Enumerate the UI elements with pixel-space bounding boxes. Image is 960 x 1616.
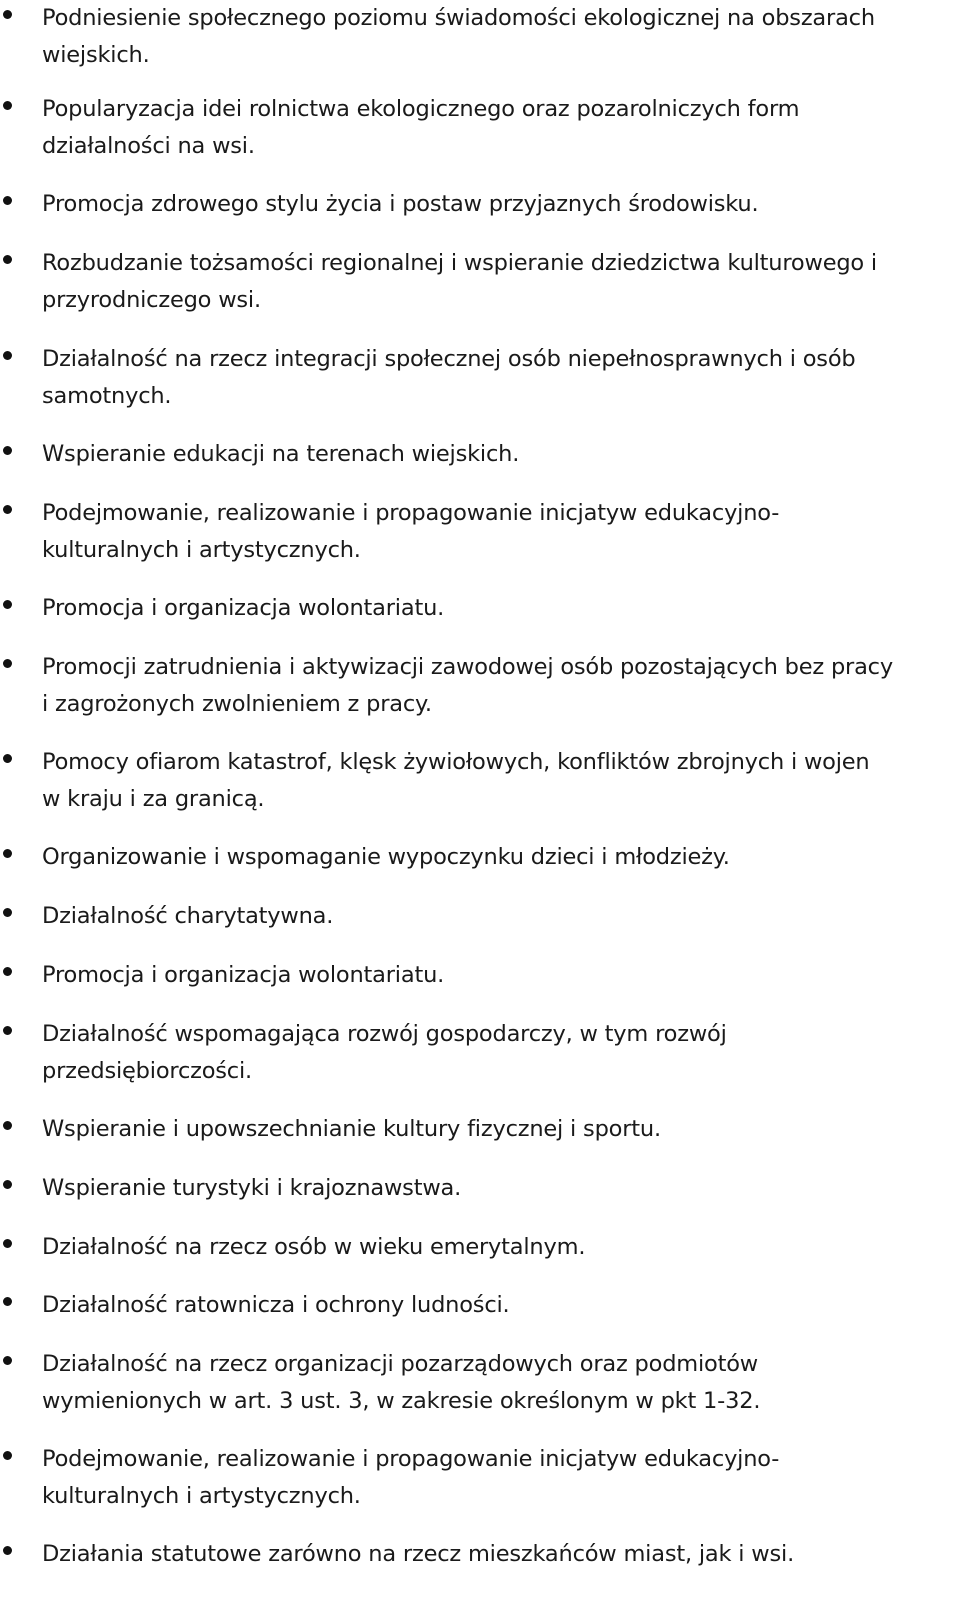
list-item-line: wymienionych w art. 3 ust. 3, w zakresie określonym w pkt 1-32. (42, 1388, 761, 1414)
list-item (0, 1536, 960, 1576)
bullet-icon (3, 1121, 12, 1130)
list-item-line: Popularyzacja idei rolnictwa ekologicznego oraz pozarolniczych form (42, 96, 800, 122)
list-item (0, 1346, 960, 1426)
list-item (0, 744, 960, 824)
list-item-line: Działalność wspomagająca rozwój gospodarczy, w tym rozwój (42, 1021, 727, 1047)
list-item-text (42, 186, 942, 223)
list-item (0, 341, 960, 421)
list-item-line: Organizowanie i wspomaganie wypoczynku dzieci i młodzieży. (42, 844, 730, 870)
list-item (0, 91, 960, 171)
list-item-line: przedsiębiorczości. (42, 1058, 252, 1084)
bullet-icon (3, 754, 12, 763)
list-item-line: Działalność na rzecz integracji społecznej osób niepełnosprawnych i osób (42, 346, 856, 372)
list-item-line: kulturalnych i artystycznych. (42, 1483, 361, 1509)
list-item (0, 495, 960, 575)
bullet-icon (3, 1546, 12, 1555)
list-item (0, 245, 960, 325)
bullet-icon (3, 849, 12, 858)
list-item-line: Działalność ratownicza i ochrony ludności. (42, 1292, 510, 1318)
list-item (0, 1441, 960, 1521)
bullet-icon (3, 1356, 12, 1365)
bullet-icon (3, 446, 12, 455)
list-item-text (42, 1441, 942, 1515)
list-item-line: samotnych. (42, 383, 172, 409)
list-item-line: przyrodniczego wsi. (42, 287, 261, 313)
list-item-text (42, 744, 942, 818)
list-item-line: i zagrożonych zwolnieniem z pracy. (42, 691, 432, 717)
list-item-line: Promocja i organizacja wolontariatu. (42, 962, 445, 988)
list-item-text (42, 1111, 942, 1148)
list-item-text (42, 1229, 942, 1266)
list-item-line: Rozbudzanie tożsamości regionalnej i wspieranie dziedzictwa kulturowego i (42, 250, 877, 276)
list-item (0, 1016, 960, 1096)
bullet-icon (3, 351, 12, 360)
list-item-line: Pomocy ofiarom katastrof, klęsk żywiołowych, konfliktów zbrojnych i wojen (42, 749, 870, 775)
list-item-text (42, 649, 942, 723)
list-item-text (42, 91, 942, 165)
list-item-text (42, 1016, 942, 1090)
list-item-line: Działalność charytatywna. (42, 903, 334, 929)
list-item-text (42, 957, 942, 994)
list-item-line: Wspieranie turystyki i krajoznawstwa. (42, 1175, 462, 1201)
bullet-icon (3, 1026, 12, 1035)
bullet-icon (3, 1297, 12, 1306)
bullet-icon (3, 101, 12, 110)
bullet-icon (3, 1239, 12, 1248)
list-item-line: kulturalnych i artystycznych. (42, 537, 361, 563)
list-item-line: Podejmowanie, realizowanie i propagowanie inicjatyw edukacyjno- (42, 500, 780, 526)
list-item-text (42, 1287, 942, 1324)
list-item-text (42, 839, 942, 876)
list-item-text (42, 0, 942, 74)
list-item-text (42, 436, 942, 473)
bullet-icon (3, 505, 12, 514)
list-item-text (42, 495, 942, 569)
list-item-line: Podniesienie społecznego poziomu świadomości ekologicznej na obszarach (42, 5, 875, 31)
list-item-line: w kraju i za granicą. (42, 786, 265, 812)
bullet-icon (3, 967, 12, 976)
list-item-line: Wspieranie i upowszechnianie kultury fizycznej i sportu. (42, 1116, 661, 1142)
bullet-icon (3, 255, 12, 264)
list-item-text (42, 898, 942, 935)
list-item-line: wiejskich. (42, 42, 150, 68)
bullet-icon (3, 908, 12, 917)
list-item-text (42, 1536, 942, 1573)
list-item-line: Działalność na rzecz osób w wieku emerytalnym. (42, 1234, 586, 1260)
bullet-icon (3, 1451, 12, 1460)
list-item (0, 649, 960, 729)
list-item-text (42, 590, 942, 627)
bullet-icon (3, 600, 12, 609)
bullet-icon (3, 196, 12, 205)
list-item-text (42, 245, 942, 319)
bullet-icon (3, 659, 12, 668)
list-item-line: Podejmowanie, realizowanie i propagowanie inicjatyw edukacyjno- (42, 1446, 780, 1472)
list-item-line: Działania statutowe zarówno na rzecz mieszkańców miast, jak i wsi. (42, 1541, 795, 1567)
list-item-line: Promocji zatrudnienia i aktywizacji zawodowej osób pozostających bez pracy (42, 654, 893, 680)
list-item-line: działalności na wsi. (42, 133, 255, 159)
bullet-icon (3, 1180, 12, 1189)
list-item-line: Promocja i organizacja wolontariatu. (42, 595, 445, 621)
bullet-icon (3, 10, 12, 19)
list-item-text (42, 341, 942, 415)
list-item (0, 0, 960, 80)
list-item-line: Działalność na rzecz organizacji pozarządowych oraz podmiotów (42, 1351, 759, 1377)
list-item-text (42, 1346, 942, 1420)
list-item-line: Promocja zdrowego stylu życia i postaw przyjaznych środowisku. (42, 191, 759, 217)
list-item-text (42, 1170, 942, 1207)
list-item-line: Wspieranie edukacji na terenach wiejskich. (42, 441, 520, 467)
